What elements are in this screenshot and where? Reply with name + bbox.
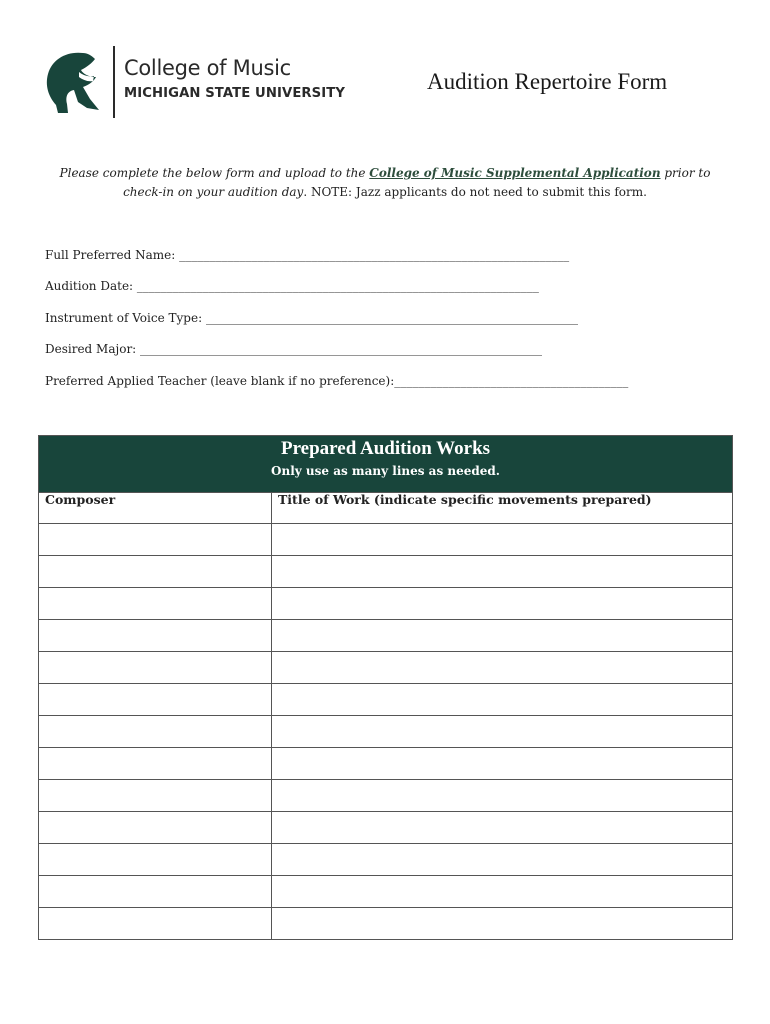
composer-cell[interactable] xyxy=(39,684,272,716)
table-subtitle: Only use as many lines as needed. xyxy=(271,464,500,478)
title-of-work-cell[interactable] xyxy=(272,844,733,876)
table-row xyxy=(39,652,733,684)
table-row xyxy=(39,844,733,876)
table-banner xyxy=(39,436,733,493)
table-row xyxy=(39,812,733,844)
table-row xyxy=(39,556,733,588)
field-instrument-voice-type[interactable] xyxy=(45,311,578,325)
composer-cell[interactable] xyxy=(39,748,272,780)
field-blank[interactable]: ___________________________________________________________________ xyxy=(136,279,539,293)
field-label: Instrument of Voice Type: xyxy=(45,311,206,325)
field-blank[interactable]: ______________________________________________________________ xyxy=(205,311,578,325)
table-row xyxy=(39,588,733,620)
table-row xyxy=(39,716,733,748)
title-of-work-cell[interactable] xyxy=(272,716,733,748)
field-preferred-applied-teacher[interactable] xyxy=(45,374,628,388)
supplemental-application-link[interactable]: College of Music Supplemental Application xyxy=(369,166,661,180)
composer-cell[interactable] xyxy=(39,620,272,652)
instructions-paragraph xyxy=(40,164,730,202)
table-row xyxy=(39,620,733,652)
field-label: Audition Date: xyxy=(45,279,137,293)
title-of-work-cell[interactable] xyxy=(272,748,733,780)
composer-cell[interactable] xyxy=(39,556,272,588)
instructions-note: . NOTE: Jazz applicants do not need to submit this form. xyxy=(303,185,647,199)
table-row xyxy=(39,684,733,716)
composer-cell[interactable] xyxy=(39,588,272,620)
title-of-work-cell[interactable] xyxy=(272,908,733,940)
instructions-part2: prior to check-in on your audition day xyxy=(123,166,711,199)
column-header-composer: Composer xyxy=(39,493,272,524)
instructions-part1: Please complete the below form and upload to the xyxy=(59,166,370,180)
field-label: Preferred Applied Teacher (leave blank if no preference): xyxy=(45,374,395,388)
composer-cell[interactable] xyxy=(39,844,272,876)
title-of-work-cell[interactable] xyxy=(272,620,733,652)
table-row xyxy=(39,876,733,908)
table-row xyxy=(39,748,733,780)
composer-cell[interactable] xyxy=(39,716,272,748)
table-row xyxy=(39,524,733,556)
logo-university-text: MICHIGAN STATE UNIVERSITY xyxy=(124,86,346,101)
field-blank[interactable]: _________________________________________________________________ xyxy=(179,248,570,262)
field-audition-date[interactable] xyxy=(45,279,539,293)
title-of-work-cell[interactable] xyxy=(272,812,733,844)
composer-cell[interactable] xyxy=(39,524,272,556)
field-blank[interactable]: _______________________________________ xyxy=(394,374,629,388)
composer-cell[interactable] xyxy=(39,780,272,812)
table-title: Prepared Audition Works xyxy=(280,438,491,459)
composer-cell[interactable] xyxy=(39,876,272,908)
field-desired-major[interactable] xyxy=(45,342,542,356)
prepared-audition-works-table xyxy=(38,435,733,940)
title-of-work-cell[interactable] xyxy=(272,652,733,684)
msu-college-of-music-logo xyxy=(40,46,370,120)
title-of-work-cell[interactable] xyxy=(272,524,733,556)
logo-divider xyxy=(113,46,115,118)
table-body xyxy=(39,524,733,940)
field-full-preferred-name[interactable] xyxy=(45,248,569,262)
title-of-work-cell[interactable] xyxy=(272,556,733,588)
composer-cell[interactable] xyxy=(39,652,272,684)
composer-cell[interactable] xyxy=(39,908,272,940)
field-label: Desired Major: xyxy=(45,342,141,356)
title-of-work-cell[interactable] xyxy=(272,780,733,812)
form-title: Audition Repertoire Form xyxy=(427,69,668,94)
field-blank[interactable]: ___________________________________________________________________ xyxy=(140,342,543,356)
title-of-work-cell[interactable] xyxy=(272,876,733,908)
title-of-work-cell[interactable] xyxy=(272,684,733,716)
column-header-title-of-work: Title of Work (indicate specific movements prepared) xyxy=(272,493,733,524)
composer-cell[interactable] xyxy=(39,812,272,844)
table-row xyxy=(39,780,733,812)
logo-college-text: College of Music xyxy=(124,56,291,80)
spartan-helmet-icon xyxy=(43,50,99,114)
field-label: Full Preferred Name: xyxy=(45,248,180,262)
title-of-work-cell[interactable] xyxy=(272,588,733,620)
table-row xyxy=(39,908,733,940)
